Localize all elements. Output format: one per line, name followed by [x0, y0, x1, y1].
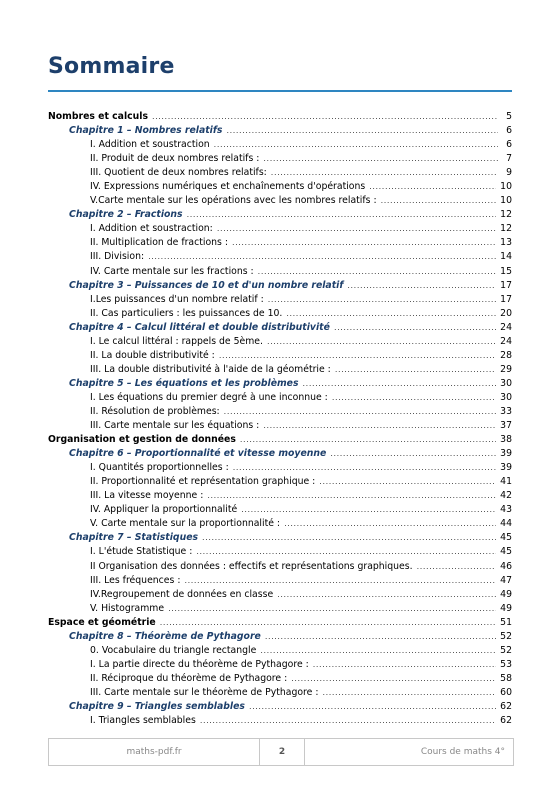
- toc-subsection-label: II. Résolution de problèmes:: [90, 405, 220, 417]
- dot-leader: [330, 447, 496, 461]
- dot-leader: [207, 489, 496, 503]
- dot-leader: [265, 630, 496, 644]
- toc-subsection-page: 14: [500, 251, 512, 263]
- toc-subsection[interactable]: [48, 574, 512, 588]
- dot-leader: [334, 321, 496, 335]
- dot-leader: [187, 208, 497, 222]
- toc-subsection[interactable]: [48, 658, 512, 672]
- toc-subsection-page: 43: [500, 504, 512, 516]
- toc-subsection-page: 49: [500, 588, 512, 600]
- toc-section-label: Espace et géométrie: [48, 616, 156, 628]
- dot-leader: [168, 602, 496, 616]
- toc-subsection-label: V.Carte mentale sur les opérations avec les nombres relatifs :: [90, 195, 377, 207]
- toc-subsection-label: I. Le calcul littéral : rappels de 5ème.: [90, 335, 263, 347]
- toc-subsection-page: 42: [500, 490, 512, 502]
- toc-chapter[interactable]: [48, 124, 512, 138]
- toc-chapter-page: 45: [500, 532, 512, 544]
- toc-subsection[interactable]: [48, 236, 512, 250]
- toc-subsection-label: I. Quantités proportionnelles :: [90, 462, 229, 474]
- toc-section-page: 5: [506, 111, 512, 122]
- footer-course-title: Cours de maths 4°: [420, 747, 505, 757]
- toc-subsection-page: 47: [500, 574, 512, 586]
- dot-leader: [224, 405, 496, 419]
- dot-leader: [332, 391, 496, 405]
- toc-subsection-label: III. Les fréquences :: [90, 574, 181, 586]
- toc-subsection-page: 7: [506, 153, 512, 165]
- toc-subsection-label: I. L'étude Statistique :: [90, 546, 193, 558]
- page-title: Sommaire: [48, 54, 175, 79]
- toc-section[interactable]: [48, 616, 512, 630]
- dot-leader: [232, 236, 496, 250]
- toc-section-label: Organisation et gestion de données: [48, 434, 236, 446]
- toc-subsection-page: 49: [500, 602, 512, 614]
- toc-subsection[interactable]: [48, 363, 512, 377]
- dot-leader: [214, 138, 498, 152]
- toc-subsection[interactable]: [48, 545, 512, 559]
- toc-section-page: 38: [500, 434, 512, 446]
- toc-chapter-label: Chapitre 2 – Fractions: [69, 209, 183, 221]
- toc-subsection[interactable]: [48, 686, 512, 700]
- toc-subsection-label: II. Réciproque du théorème de Pythagore :: [90, 672, 288, 684]
- toc-subsection-label: III. Carte mentale sur les équations :: [90, 420, 260, 432]
- toc-subsection[interactable]: [48, 265, 512, 279]
- dot-leader: [160, 616, 496, 630]
- toc-chapter-page: 62: [500, 700, 512, 712]
- toc-subsection-label: III. La double distributivité à l'aide de la géométrie :: [90, 363, 331, 375]
- toc-subsection[interactable]: [48, 166, 512, 180]
- toc-chapter-label: Chapitre 3 – Puissances de 10 et d'un nombre relatif: [69, 279, 344, 291]
- dot-leader: [319, 475, 496, 489]
- dot-leader: [202, 531, 496, 545]
- dot-leader: [268, 293, 496, 307]
- toc-subsection-page: 15: [500, 265, 512, 277]
- toc-subsection-label: II. Produit de deux nombres relatifs :: [90, 153, 260, 165]
- dot-leader: [271, 166, 498, 180]
- toc-subsection-page: 58: [500, 672, 512, 684]
- toc-chapter-page: 17: [500, 279, 512, 291]
- toc-section[interactable]: [48, 110, 512, 124]
- dot-leader: [200, 714, 496, 728]
- toc-subsection-page: 62: [500, 715, 512, 727]
- dot-leader: [286, 307, 496, 321]
- dot-leader: [249, 700, 496, 714]
- toc-subsection-page: 17: [500, 293, 512, 305]
- toc-subsection-label: V. Carte mentale sur la proportionnalité :: [90, 518, 281, 530]
- toc-subsection-page: 30: [500, 391, 512, 403]
- dot-leader: [241, 503, 496, 517]
- toc-subsection-page: 37: [500, 420, 512, 432]
- toc-subsection-label: II. La double distributivité :: [90, 349, 215, 361]
- toc-chapter-page: 52: [500, 630, 512, 642]
- toc-chapter-label: Chapitre 9 – Triangles semblables: [69, 700, 245, 712]
- toc-chapter-page: 24: [500, 321, 512, 333]
- toc-subsection-label: III. La vitesse moyenne :: [90, 490, 204, 502]
- toc-subsection-page: 13: [500, 237, 512, 249]
- toc-subsection[interactable]: [48, 194, 512, 208]
- toc-chapter-label: Chapitre 4 – Calcul littéral et double distributivité: [69, 321, 330, 333]
- toc-subsection-label: II. Cas particuliers : les puissances de 10.: [90, 307, 283, 319]
- toc-subsection-label: III. Division:: [90, 251, 145, 263]
- toc-subsection-page: 41: [500, 476, 512, 488]
- toc-subsection[interactable]: [48, 588, 512, 602]
- toc-chapter-page: 12: [500, 209, 512, 221]
- toc-subsection[interactable]: [48, 560, 512, 574]
- toc-chapter[interactable]: [48, 700, 512, 714]
- toc-chapter-label: Chapitre 5 – Les équations et les problèmes: [69, 377, 299, 389]
- toc-subsection[interactable]: [48, 644, 512, 658]
- toc-subsection[interactable]: [48, 391, 512, 405]
- toc-subsection[interactable]: [48, 714, 512, 728]
- toc-subsection-label: IV.Regroupement de données en classe: [90, 588, 274, 600]
- toc-subsection[interactable]: [48, 461, 512, 475]
- toc-subsection-page: 10: [500, 195, 512, 207]
- dot-leader: [152, 110, 498, 124]
- toc-subsection-label: IV. Expressions numériques et enchaînements d'opérations: [90, 181, 366, 193]
- toc-subsection-page: 24: [500, 335, 512, 347]
- page-footer: [48, 738, 514, 766]
- toc-subsection-page: 45: [500, 546, 512, 558]
- toc-chapter-label: Chapitre 1 – Nombres relatifs: [69, 125, 223, 137]
- toc-subsection-label: I. Addition et soustraction: [90, 139, 210, 151]
- dot-leader: [263, 152, 498, 166]
- toc-subsection[interactable]: [48, 475, 512, 489]
- dot-leader: [148, 250, 496, 264]
- toc-chapter[interactable]: [48, 321, 512, 335]
- dot-leader: [233, 461, 496, 475]
- toc-chapter[interactable]: [48, 447, 512, 461]
- toc-subsection[interactable]: [48, 180, 512, 194]
- toc-subsection[interactable]: [48, 602, 512, 616]
- toc-subsection-label: I. Triangles semblables: [90, 715, 196, 727]
- toc-subsection-page: 44: [500, 518, 512, 530]
- toc-subsection-page: 6: [506, 139, 512, 151]
- dot-leader: [219, 349, 496, 363]
- footer-page-number: 2: [260, 739, 305, 765]
- toc-chapter-label: Chapitre 8 – Théorème de Pythagore: [69, 630, 261, 642]
- toc-subsection-label: II Organisation des données : effectifs et représentations graphiques.: [90, 560, 413, 572]
- table-of-contents: [48, 110, 512, 728]
- toc-subsection-page: 12: [500, 223, 512, 235]
- toc-subsection[interactable]: [48, 138, 512, 152]
- dot-leader: [196, 545, 496, 559]
- dot-leader: [303, 377, 497, 391]
- dot-leader: [184, 574, 496, 588]
- toc-chapter[interactable]: [48, 630, 512, 644]
- toc-section-label: Nombres et calculs: [48, 111, 148, 122]
- toc-chapter[interactable]: [48, 531, 512, 545]
- toc-subsection-page: 10: [500, 181, 512, 193]
- footer-site: maths-pdf.fr: [49, 739, 260, 765]
- toc-chapter-label: Chapitre 6 – Proportionnalité et vitesse moyenne: [69, 448, 327, 460]
- toc-section-page: 51: [500, 616, 512, 628]
- toc-subsection-label: IV. Appliquer la proportionnalité: [90, 504, 238, 516]
- toc-subsection[interactable]: [48, 419, 512, 433]
- toc-subsection-label: IV. Carte mentale sur les fractions :: [90, 265, 254, 277]
- toc-subsection[interactable]: [48, 335, 512, 349]
- toc-subsection[interactable]: [48, 489, 512, 503]
- dot-leader: [267, 335, 496, 349]
- dot-leader: [335, 363, 496, 377]
- toc-subsection[interactable]: [48, 503, 512, 517]
- toc-subsection-page: 53: [500, 658, 512, 670]
- dot-leader: [226, 124, 498, 138]
- dot-leader: [381, 194, 497, 208]
- dot-leader: [417, 560, 497, 574]
- toc-chapter[interactable]: [48, 208, 512, 222]
- dot-leader: [347, 279, 496, 293]
- toc-subsection-label: V. Histogramme: [90, 602, 165, 614]
- toc-subsection-label: I. La partie directe du théorème de Pythagore :: [90, 658, 309, 670]
- dot-leader: [277, 588, 496, 602]
- toc-subsection-label: III. Carte mentale sur le théorème de Pythagore :: [90, 686, 319, 698]
- toc-subsection-label: II. Proportionnalité et représentation graphique :: [90, 476, 316, 488]
- toc-subsection-page: 33: [500, 405, 512, 417]
- toc-chapter-page: 6: [506, 125, 512, 137]
- toc-subsection-label: II. Multiplication de fractions :: [90, 237, 228, 249]
- toc-subsection[interactable]: [48, 250, 512, 264]
- dot-leader: [263, 419, 496, 433]
- toc-section[interactable]: [48, 433, 512, 447]
- toc-subsection-page: 20: [500, 307, 512, 319]
- toc-subsection[interactable]: [48, 307, 512, 321]
- toc-subsection-page: 46: [500, 560, 512, 572]
- toc-subsection-label: I.Les puissances d'un nombre relatif :: [90, 293, 264, 305]
- toc-subsection-page: 52: [500, 644, 512, 656]
- dot-leader: [258, 265, 496, 279]
- toc-chapter-page: 30: [500, 377, 512, 389]
- toc-subsection[interactable]: [48, 152, 512, 166]
- toc-subsection-page: 9: [506, 167, 512, 179]
- toc-subsection[interactable]: [48, 517, 512, 531]
- toc-chapter-label: Chapitre 7 – Statistiques: [69, 532, 199, 544]
- toc-chapter-page: 39: [500, 448, 512, 460]
- toc-chapter[interactable]: [48, 377, 512, 391]
- toc-subsection-label: I. Addition et soustraction:: [90, 223, 213, 235]
- toc-subsection-page: 60: [500, 686, 512, 698]
- toc-subsection-page: 28: [500, 349, 512, 361]
- toc-subsection[interactable]: [48, 672, 512, 686]
- toc-subsection[interactable]: [48, 222, 512, 236]
- toc-subsection-label: I. Les équations du premier degré à une inconnue :: [90, 391, 328, 403]
- toc-subsection[interactable]: [48, 293, 512, 307]
- dot-leader: [284, 517, 496, 531]
- toc-subsection[interactable]: [48, 349, 512, 363]
- dot-leader: [369, 180, 496, 194]
- dot-leader: [291, 672, 496, 686]
- title-divider: [48, 90, 512, 92]
- toc-subsection-page: 29: [500, 363, 512, 375]
- toc-subsection-label: 0. Vocabulaire du triangle rectangle: [90, 644, 257, 656]
- dot-leader: [240, 433, 496, 447]
- toc-subsection[interactable]: [48, 405, 512, 419]
- toc-chapter[interactable]: [48, 279, 512, 293]
- dot-leader: [260, 644, 496, 658]
- dot-leader: [217, 222, 496, 236]
- dot-leader: [313, 658, 496, 672]
- dot-leader: [322, 686, 496, 700]
- toc-subsection-label: III. Quotient de deux nombres relatifs:: [90, 167, 267, 179]
- toc-subsection-page: 39: [500, 462, 512, 474]
